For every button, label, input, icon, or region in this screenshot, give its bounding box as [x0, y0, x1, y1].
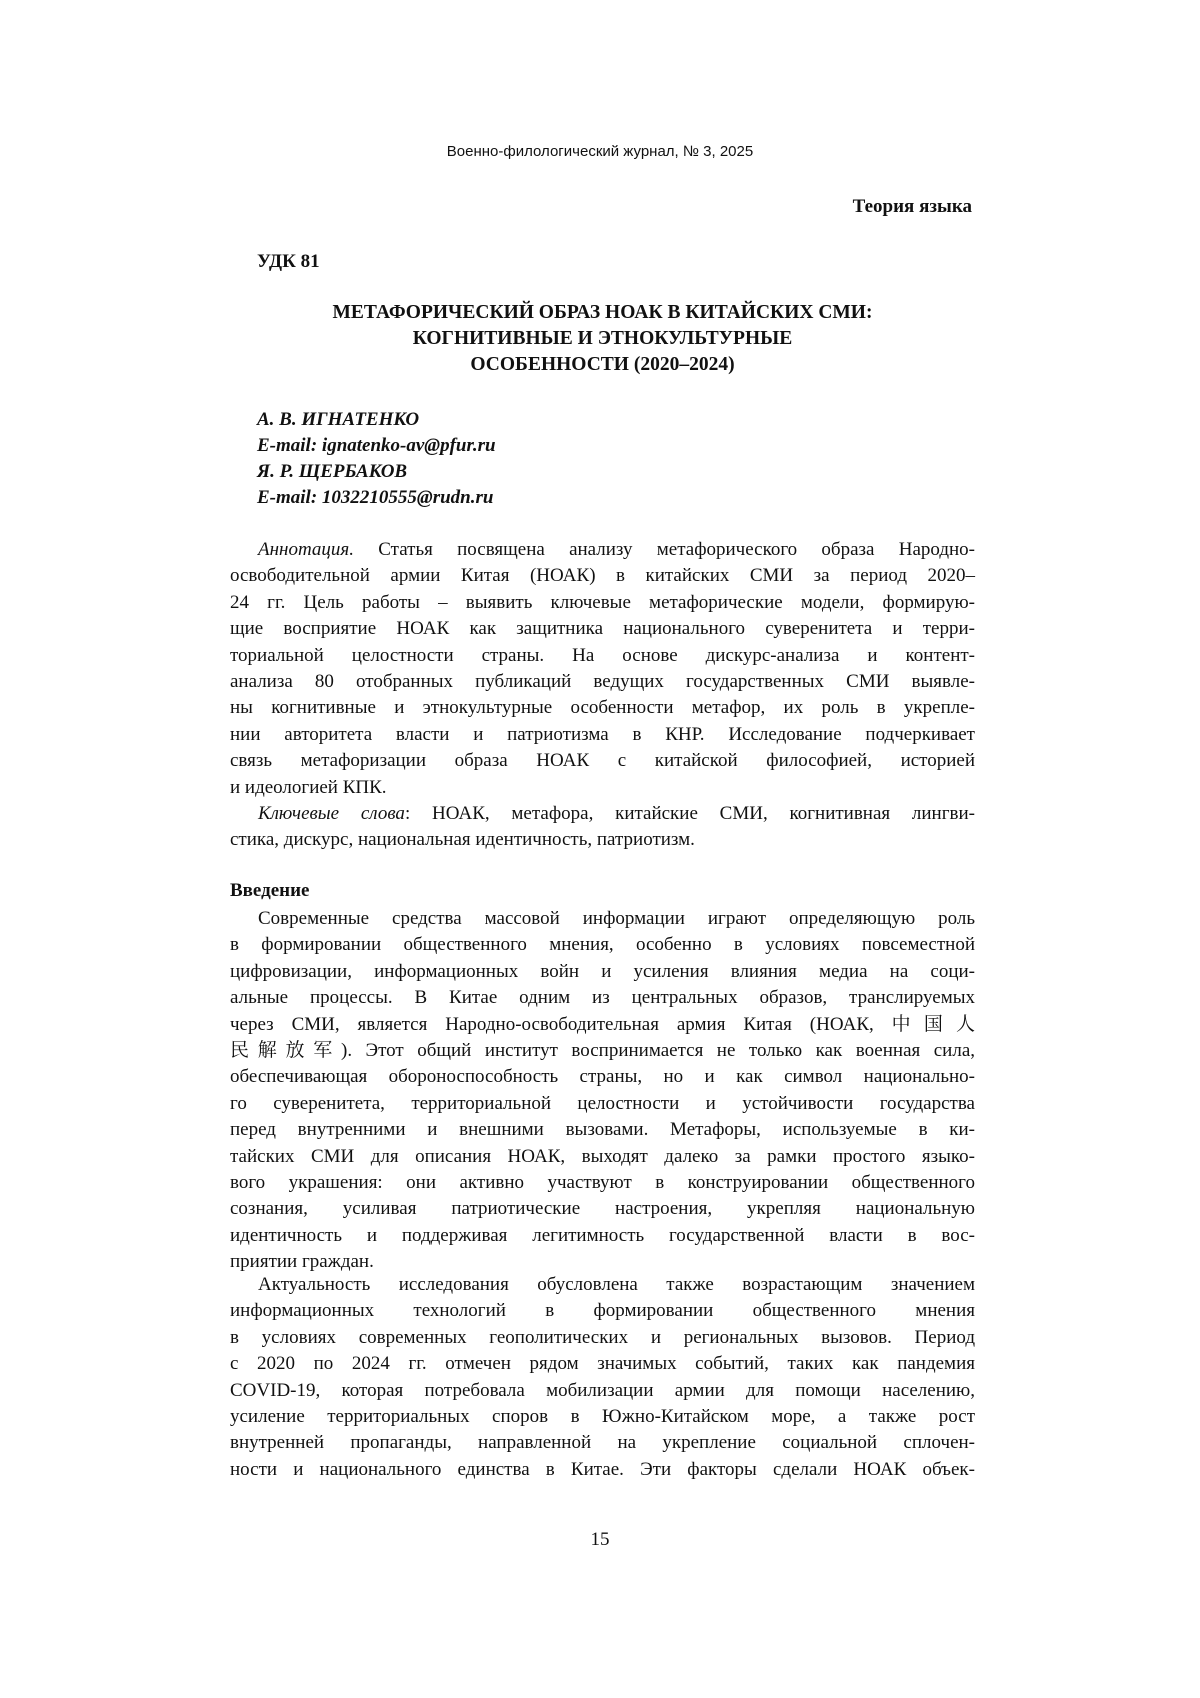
- article-title: [230, 300, 975, 378]
- annotation-line: [230, 537, 975, 563]
- annotation-line: связь метафоризации образа НОАК с китайской философией, историей: [230, 750, 975, 772]
- title-line: КОГНИТИВНЫЕ И ЭТНОКУЛЬТУРНЫЕ: [412, 328, 793, 349]
- author-email: E-mail: 1032210555@rudn.ru: [257, 487, 494, 508]
- udk-code: УДК 81: [257, 251, 320, 272]
- annotation-line: анализа 80 отобранных публикаций ведущих государственных СМИ выявле-: [230, 671, 975, 693]
- section-heading-intro: Введение: [230, 880, 310, 901]
- keywords: [230, 801, 975, 854]
- paragraph-line: через СМИ, является Народно-освободительная армия Китая (НОАК, 中国人: [230, 1013, 975, 1035]
- author-email: E-mail: ignatenko-av@pfur.ru: [257, 435, 496, 456]
- annotation-line: освободительной армии Китая (НОАК) в китайских СМИ за период 2020–: [230, 565, 975, 587]
- paragraph-line: цифровизации, информационных войн и усиления влияния медиа на соци-: [230, 960, 975, 982]
- annotation-line: 24 гг. Цель работы – выявить ключевые метафорические модели, формирую-: [230, 591, 975, 613]
- paragraph-line: идентичность и поддерживая легитимность государственной власти в вос-: [230, 1224, 975, 1246]
- paragraph-line: го суверенитета, территориальной целостности и устойчивости государства: [230, 1092, 975, 1114]
- authors-block: [257, 407, 496, 511]
- paragraph-line: информационных технологий в формировании общественного мнения: [230, 1300, 975, 1322]
- paragraph-line: Современные средства массовой информации играют определяющую роль: [258, 908, 975, 929]
- keywords-line-text: : НОАК, метафора, китайские СМИ, когнитивная лингви-: [404, 803, 975, 824]
- annotation-line-text: Статья посвящена анализу метафорического образа Народно-: [354, 539, 975, 560]
- author-name: Я. Р. ЩЕРБАКОВ: [257, 461, 408, 482]
- annotation: [230, 537, 975, 801]
- running-head: Военно-филологический журнал, № 3, 2025: [446, 143, 754, 160]
- paragraph-line: перед внутренними и внешними вызовами. Метафоры, используемые в ки-: [230, 1119, 975, 1141]
- keywords-line: стика, дискурс, национальная идентичность, патриотизм.: [230, 829, 695, 851]
- annotation-label: Аннотация.: [258, 539, 354, 560]
- title-line: ОСОБЕННОСТИ (2020–2024): [470, 354, 735, 375]
- intro-paragraph-2: [230, 1272, 975, 1483]
- paragraph-line: в условиях современных геополитических и региональных вызовов. Период: [230, 1326, 975, 1348]
- intro-paragraph-1: [230, 906, 975, 1276]
- annotation-line: щие восприятие НОАК как защитника национального суверенитета и терри-: [230, 618, 975, 640]
- paragraph-line: внутренней пропаганды, направленной на укрепление социальной сплочен-: [230, 1432, 975, 1454]
- annotation-line: нии авторитета власти и патриотизма в КНР. Исследование подчеркивает: [230, 723, 975, 745]
- keywords-label: Ключевые слова: [258, 803, 405, 824]
- annotation-line: ториальной целостности страны. На основе дискурс-анализа и контент-: [230, 644, 975, 666]
- paragraph-line: сознания, усиливая патриотические настроения, укрепляя национальную: [230, 1198, 975, 1220]
- paragraph-line: обеспечивающая обороноспособность страны, но и как символ национально-: [230, 1066, 975, 1088]
- paragraph-line: приятии граждан.: [230, 1251, 374, 1273]
- paragraph-line: в формировании общественного мнения, особенно в условиях повсеместной: [230, 934, 975, 956]
- keywords-line: [230, 801, 975, 827]
- annotation-line: и идеологией КПК.: [230, 776, 387, 798]
- annotation-line: ны когнитивные и этнокультурные особенности метафор, их роль в укрепле-: [230, 697, 975, 719]
- page-number: 15: [590, 1529, 610, 1550]
- paragraph-line: Актуальность исследования обусловлена также возрастающим значением: [258, 1274, 975, 1295]
- paragraph-line: с 2020 по 2024 гг. отмечен рядом значимых событий, таких как пандемия: [230, 1353, 975, 1375]
- paragraph-line: тайских СМИ для описания НОАК, выходят далеко за рамки простого языко-: [230, 1145, 975, 1167]
- paragraph-line: альные процессы. В Китае одним из центральных образов, транслируемых: [230, 987, 975, 1009]
- author-name: А. В. ИГНАТЕНКО: [257, 409, 420, 430]
- paragraph-line: ности и национального единства в Китае. Эти факторы сделали НОАК объек-: [230, 1458, 975, 1480]
- paragraph-line: 民解放军). Этот общий институт воспринимается не только как военная сила,: [230, 1040, 975, 1062]
- paragraph-line: COVID-19, которая потребовала мобилизации армии для помощи населению,: [230, 1379, 975, 1401]
- section-label: Теория языка: [852, 196, 972, 217]
- paragraph-line: усиление территориальных споров в Южно-Китайском море, а также рост: [230, 1406, 975, 1428]
- title-line: МЕТАФОРИЧЕСКИЙ ОБРАЗ НОАК В КИТАЙСКИХ СМИ:: [332, 302, 873, 323]
- paragraph-line: вого украшения: они активно участвуют в конструировании общественного: [230, 1172, 975, 1194]
